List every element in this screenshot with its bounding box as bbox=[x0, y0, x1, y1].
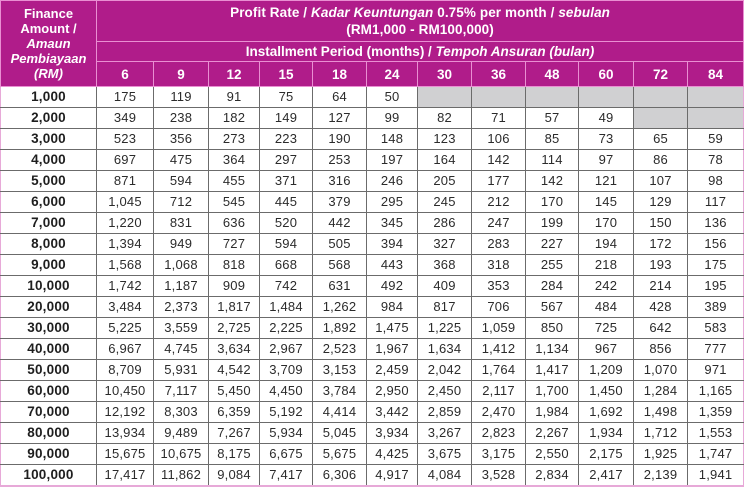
installment-value-cell: 353 bbox=[472, 276, 526, 297]
period-header-6: 6 bbox=[97, 62, 154, 87]
installment-value-cell: 428 bbox=[634, 297, 688, 318]
installment-value-cell: 4,450 bbox=[260, 381, 313, 402]
installment-value-cell: 10,675 bbox=[154, 444, 209, 465]
title-ms: Kadar Keuntungan bbox=[311, 5, 434, 20]
installment-value-cell: 594 bbox=[154, 171, 209, 192]
finance-amount-cell: 7,000 bbox=[1, 213, 97, 234]
finance-amount-cell: 10,000 bbox=[1, 276, 97, 297]
installment-value-cell: 8,303 bbox=[154, 402, 209, 423]
installment-value-cell: 1,165 bbox=[688, 381, 744, 402]
installment-value-cell: 850 bbox=[526, 318, 579, 339]
installment-value-cell: 349 bbox=[97, 108, 154, 129]
installment-value-cell: 2,550 bbox=[526, 444, 579, 465]
installment-value-cell: 295 bbox=[367, 192, 418, 213]
installment-value-cell: 182 bbox=[209, 108, 260, 129]
installment-value-cell: 3,675 bbox=[418, 444, 472, 465]
installment-value-cell: 8,709 bbox=[97, 360, 154, 381]
installment-value-cell: 706 bbox=[472, 297, 526, 318]
installment-value-cell: 831 bbox=[154, 213, 209, 234]
installment-value-cell: 255 bbox=[526, 255, 579, 276]
installment-value-cell: 65 bbox=[634, 129, 688, 150]
installment-value-cell: 2,225 bbox=[260, 318, 313, 339]
installment-value-cell: 318 bbox=[472, 255, 526, 276]
installment-value-cell: 238 bbox=[154, 108, 209, 129]
installment-value-cell: 3,709 bbox=[260, 360, 313, 381]
period-header-36: 36 bbox=[472, 62, 526, 87]
installment-value-cell: 1,700 bbox=[526, 381, 579, 402]
finance-amount-cell: 9,000 bbox=[1, 255, 97, 276]
installment-value-cell: 4,084 bbox=[418, 465, 472, 487]
installment-value-cell: 164 bbox=[418, 150, 472, 171]
finance-amount-cell: 2,000 bbox=[1, 108, 97, 129]
installment-value-cell: 2,417 bbox=[579, 465, 634, 487]
installment-value-cell: 123 bbox=[418, 129, 472, 150]
installment-value-cell: 1,220 bbox=[97, 213, 154, 234]
period-header-84: 84 bbox=[688, 62, 744, 87]
installment-value-cell: 442 bbox=[313, 213, 367, 234]
installment-value-cell: 697 bbox=[97, 150, 154, 171]
installment-value-cell: 59 bbox=[688, 129, 744, 150]
finance-amount-cell: 100,000 bbox=[1, 465, 97, 487]
installment-value-cell: 1,941 bbox=[688, 465, 744, 487]
installment-value-cell: 1,498 bbox=[634, 402, 688, 423]
installment-value-cell: 142 bbox=[472, 150, 526, 171]
installment-value-cell: 2,175 bbox=[579, 444, 634, 465]
installment-value-cell: 712 bbox=[154, 192, 209, 213]
period-header-18: 18 bbox=[313, 62, 367, 87]
installment-value-cell: 227 bbox=[526, 234, 579, 255]
table-row bbox=[1, 255, 744, 276]
installment-value-cell: 212 bbox=[472, 192, 526, 213]
finance-amount-cell: 8,000 bbox=[1, 234, 97, 255]
finance-amount-cell: 3,000 bbox=[1, 129, 97, 150]
installment-value-cell: 2,725 bbox=[209, 318, 260, 339]
installment-value-cell: 284 bbox=[526, 276, 579, 297]
installment-value-cell: 11,862 bbox=[154, 465, 209, 487]
installment-value-cell: 9,489 bbox=[154, 423, 209, 444]
installment-value-cell: 2,967 bbox=[260, 339, 313, 360]
installment-value-cell: 316 bbox=[313, 171, 367, 192]
installment-value-cell: 3,784 bbox=[313, 381, 367, 402]
installment-value-cell: 247 bbox=[472, 213, 526, 234]
installment-value-cell: 286 bbox=[418, 213, 472, 234]
installment-value-cell: 3,634 bbox=[209, 339, 260, 360]
installment-value-cell: 75 bbox=[260, 87, 313, 108]
installment-value-cell: 7,117 bbox=[154, 381, 209, 402]
installment-value-cell: 170 bbox=[526, 192, 579, 213]
installment-value-cell: 253 bbox=[313, 150, 367, 171]
installment-value-cell: 86 bbox=[634, 150, 688, 171]
installment-value-cell: 4,425 bbox=[367, 444, 418, 465]
installment-value-cell: 818 bbox=[209, 255, 260, 276]
installment-value-cell: 7,267 bbox=[209, 423, 260, 444]
installment-value-cell: 1,925 bbox=[634, 444, 688, 465]
installment-value-cell: 3,934 bbox=[367, 423, 418, 444]
installment-value-cell: 1,059 bbox=[472, 318, 526, 339]
installment-value-cell: 1,692 bbox=[579, 402, 634, 423]
installment-value-cell: 106 bbox=[472, 129, 526, 150]
installment-value-cell: 8,175 bbox=[209, 444, 260, 465]
installment-value-cell: 91 bbox=[209, 87, 260, 108]
installment-value-cell: 443 bbox=[367, 255, 418, 276]
installment-value-cell: 273 bbox=[209, 129, 260, 150]
installment-value-cell: 2,139 bbox=[634, 465, 688, 487]
table-row bbox=[1, 171, 744, 192]
installment-value-cell: 193 bbox=[634, 255, 688, 276]
installment-value-cell: 949 bbox=[154, 234, 209, 255]
installment-value-cell: 1,450 bbox=[579, 381, 634, 402]
installment-value-cell: 3,559 bbox=[154, 318, 209, 339]
installment-value-cell: 64 bbox=[313, 87, 367, 108]
installment-value-cell: 1,484 bbox=[260, 297, 313, 318]
installment-value-cell: 475 bbox=[154, 150, 209, 171]
installment-value-cell: 195 bbox=[688, 276, 744, 297]
period-header-60: 60 bbox=[579, 62, 634, 87]
installment-value-cell: 245 bbox=[418, 192, 472, 213]
installment-value-cell: 567 bbox=[526, 297, 579, 318]
not-available-cell bbox=[418, 87, 472, 108]
installment-value-cell: 49 bbox=[579, 108, 634, 129]
installment-value-cell: 1,764 bbox=[472, 360, 526, 381]
installment-value-cell: 345 bbox=[367, 213, 418, 234]
installment-value-cell: 3,267 bbox=[418, 423, 472, 444]
installment-value-cell: 57 bbox=[526, 108, 579, 129]
installment-value-cell: 114 bbox=[526, 150, 579, 171]
installment-value-cell: 5,192 bbox=[260, 402, 313, 423]
installment-value-cell: 172 bbox=[634, 234, 688, 255]
table-row bbox=[1, 108, 744, 129]
installment-value-cell: 1,070 bbox=[634, 360, 688, 381]
installment-value-cell: 484 bbox=[579, 297, 634, 318]
installment-value-cell: 2,834 bbox=[526, 465, 579, 487]
installment-value-cell: 5,934 bbox=[260, 423, 313, 444]
installment-value-cell: 725 bbox=[579, 318, 634, 339]
installment-value-cell: 871 bbox=[97, 171, 154, 192]
installment-value-cell: 1,134 bbox=[526, 339, 579, 360]
installment-value-cell: 777 bbox=[688, 339, 744, 360]
installment-period-header bbox=[97, 42, 744, 62]
finance-amount-cell: 50,000 bbox=[1, 360, 97, 381]
not-available-cell bbox=[526, 87, 579, 108]
finance-amount-cell: 60,000 bbox=[1, 381, 97, 402]
installment-value-cell: 668 bbox=[260, 255, 313, 276]
installment-value-cell: 2,042 bbox=[418, 360, 472, 381]
installment-value-cell: 5,225 bbox=[97, 318, 154, 339]
installment-value-cell: 4,542 bbox=[209, 360, 260, 381]
installment-value-cell: 175 bbox=[688, 255, 744, 276]
corner-line-2: Amount / bbox=[20, 21, 77, 36]
installment-value-cell: 98 bbox=[688, 171, 744, 192]
finance-amount-cell: 4,000 bbox=[1, 150, 97, 171]
installment-value-cell: 148 bbox=[367, 129, 418, 150]
installment-value-cell: 1,045 bbox=[97, 192, 154, 213]
installment-value-cell: 545 bbox=[209, 192, 260, 213]
installment-value-cell: 4,917 bbox=[367, 465, 418, 487]
table-row bbox=[1, 276, 744, 297]
installment-value-cell: 1,262 bbox=[313, 297, 367, 318]
period-header-48: 48 bbox=[526, 62, 579, 87]
corner-line-4: Pembiayaan bbox=[10, 51, 87, 66]
installment-value-cell: 190 bbox=[313, 129, 367, 150]
installment-value-cell: 364 bbox=[209, 150, 260, 171]
installment-value-cell: 1,568 bbox=[97, 255, 154, 276]
installment-value-cell: 523 bbox=[97, 129, 154, 150]
period-header-15: 15 bbox=[260, 62, 313, 87]
period-header-30: 30 bbox=[418, 62, 472, 87]
installment-value-cell: 1,892 bbox=[313, 318, 367, 339]
installment-value-cell: 71 bbox=[472, 108, 526, 129]
installment-value-cell: 7,417 bbox=[260, 465, 313, 487]
installment-value-cell: 1,634 bbox=[418, 339, 472, 360]
installment-value-cell: 3,153 bbox=[313, 360, 367, 381]
installment-value-cell: 199 bbox=[526, 213, 579, 234]
installment-value-cell: 6,306 bbox=[313, 465, 367, 487]
installment-value-cell: 223 bbox=[260, 129, 313, 150]
installment-value-cell: 2,267 bbox=[526, 423, 579, 444]
installment-value-cell: 856 bbox=[634, 339, 688, 360]
installment-value-cell: 2,450 bbox=[418, 381, 472, 402]
installment-value-cell: 505 bbox=[313, 234, 367, 255]
installment-value-cell: 242 bbox=[579, 276, 634, 297]
installment-value-cell: 142 bbox=[526, 171, 579, 192]
installment-value-cell: 246 bbox=[367, 171, 418, 192]
installment-value-cell: 1,359 bbox=[688, 402, 744, 423]
installment-value-cell: 379 bbox=[313, 192, 367, 213]
installment-value-cell: 356 bbox=[154, 129, 209, 150]
installment-value-cell: 909 bbox=[209, 276, 260, 297]
installment-value-cell: 368 bbox=[418, 255, 472, 276]
table-row bbox=[1, 402, 744, 423]
installment-value-cell: 15,675 bbox=[97, 444, 154, 465]
installment-value-cell: 97 bbox=[579, 150, 634, 171]
installment-value-cell: 1,747 bbox=[688, 444, 744, 465]
installment-value-cell: 73 bbox=[579, 129, 634, 150]
installment-value-cell: 742 bbox=[260, 276, 313, 297]
installment-value-cell: 1,967 bbox=[367, 339, 418, 360]
installment-value-cell: 205 bbox=[418, 171, 472, 192]
installment-value-cell: 297 bbox=[260, 150, 313, 171]
installment-value-cell: 127 bbox=[313, 108, 367, 129]
installment-value-cell: 1,742 bbox=[97, 276, 154, 297]
table-row bbox=[1, 444, 744, 465]
profit-rate-title bbox=[97, 1, 744, 42]
installment-value-cell: 177 bbox=[472, 171, 526, 192]
installment-value-cell: 4,414 bbox=[313, 402, 367, 423]
table-row bbox=[1, 381, 744, 402]
not-available-cell bbox=[634, 87, 688, 108]
not-available-cell bbox=[472, 87, 526, 108]
table-row bbox=[1, 87, 744, 108]
installment-value-cell: 1,934 bbox=[579, 423, 634, 444]
installment-value-cell: 5,931 bbox=[154, 360, 209, 381]
period-header-row bbox=[1, 62, 744, 87]
installment-value-cell: 2,470 bbox=[472, 402, 526, 423]
installment-value-cell: 2,859 bbox=[418, 402, 472, 423]
table-row bbox=[1, 192, 744, 213]
installment-value-cell: 170 bbox=[579, 213, 634, 234]
finance-amount-cell: 90,000 bbox=[1, 444, 97, 465]
installment-value-cell: 455 bbox=[209, 171, 260, 192]
table-row bbox=[1, 150, 744, 171]
installment-value-cell: 971 bbox=[688, 360, 744, 381]
corner-line-1: Finance bbox=[23, 6, 74, 21]
installment-value-cell: 78 bbox=[688, 150, 744, 171]
installment-value-cell: 121 bbox=[579, 171, 634, 192]
finance-amount-cell: 6,000 bbox=[1, 192, 97, 213]
installment-value-cell: 6,675 bbox=[260, 444, 313, 465]
not-available-cell bbox=[579, 87, 634, 108]
table-row bbox=[1, 465, 744, 487]
finance-amount-cell: 5,000 bbox=[1, 171, 97, 192]
installment-value-cell: 3,528 bbox=[472, 465, 526, 487]
installment-value-cell: 2,950 bbox=[367, 381, 418, 402]
finance-amount-cell: 80,000 bbox=[1, 423, 97, 444]
installment-value-cell: 1,225 bbox=[418, 318, 472, 339]
installment-value-cell: 445 bbox=[260, 192, 313, 213]
not-available-cell bbox=[688, 87, 744, 108]
installment-value-cell: 1,209 bbox=[579, 360, 634, 381]
installment-value-cell: 6,359 bbox=[209, 402, 260, 423]
installment-value-cell: 817 bbox=[418, 297, 472, 318]
period-ms: Tempoh Ansuran (bulan) bbox=[435, 44, 595, 59]
installment-value-cell: 967 bbox=[579, 339, 634, 360]
installment-value-cell: 1,068 bbox=[154, 255, 209, 276]
installment-value-cell: 5,045 bbox=[313, 423, 367, 444]
installment-value-cell: 371 bbox=[260, 171, 313, 192]
corner-line-3: Amaun bbox=[26, 36, 71, 51]
installment-value-cell: 2,523 bbox=[313, 339, 367, 360]
installment-value-cell: 1,412 bbox=[472, 339, 526, 360]
period-en: Installment Period (months) / bbox=[245, 44, 436, 59]
table-row bbox=[1, 360, 744, 381]
installment-value-cell: 10,450 bbox=[97, 381, 154, 402]
installment-value-cell: 107 bbox=[634, 171, 688, 192]
installment-value-cell: 389 bbox=[688, 297, 744, 318]
installment-value-cell: 99 bbox=[367, 108, 418, 129]
installment-value-cell: 2,459 bbox=[367, 360, 418, 381]
installment-value-cell: 1,475 bbox=[367, 318, 418, 339]
installment-value-cell: 1,394 bbox=[97, 234, 154, 255]
installment-value-cell: 642 bbox=[634, 318, 688, 339]
installment-value-cell: 2,373 bbox=[154, 297, 209, 318]
installment-value-cell: 2,117 bbox=[472, 381, 526, 402]
installment-value-cell: 984 bbox=[367, 297, 418, 318]
table-row bbox=[1, 339, 744, 360]
installment-value-cell: 194 bbox=[579, 234, 634, 255]
installment-value-cell: 3,484 bbox=[97, 297, 154, 318]
table-row bbox=[1, 297, 744, 318]
installment-value-cell: 727 bbox=[209, 234, 260, 255]
installment-value-cell: 6,967 bbox=[97, 339, 154, 360]
installment-value-cell: 145 bbox=[579, 192, 634, 213]
table-body bbox=[1, 87, 744, 487]
installment-value-cell: 85 bbox=[526, 129, 579, 150]
finance-amount-cell: 20,000 bbox=[1, 297, 97, 318]
installment-value-cell: 283 bbox=[472, 234, 526, 255]
installment-value-cell: 409 bbox=[418, 276, 472, 297]
installment-value-cell: 1,553 bbox=[688, 423, 744, 444]
title-range: (RM1,000 - RM100,000) bbox=[346, 22, 494, 37]
installment-value-cell: 149 bbox=[260, 108, 313, 129]
installment-value-cell: 3,175 bbox=[472, 444, 526, 465]
installment-value-cell: 520 bbox=[260, 213, 313, 234]
installment-value-cell: 136 bbox=[688, 213, 744, 234]
installment-value-cell: 119 bbox=[154, 87, 209, 108]
title-en: Profit Rate / bbox=[230, 5, 312, 20]
not-available-cell bbox=[634, 108, 688, 129]
installment-value-cell: 1,712 bbox=[634, 423, 688, 444]
finance-amount-cell: 1,000 bbox=[1, 87, 97, 108]
table-row bbox=[1, 423, 744, 444]
installment-value-cell: 150 bbox=[634, 213, 688, 234]
installment-value-cell: 1,417 bbox=[526, 360, 579, 381]
installment-value-cell: 13,934 bbox=[97, 423, 154, 444]
finance-amount-header bbox=[1, 1, 97, 87]
installment-value-cell: 5,450 bbox=[209, 381, 260, 402]
finance-amount-cell: 30,000 bbox=[1, 318, 97, 339]
installment-value-cell: 50 bbox=[367, 87, 418, 108]
installment-value-cell: 1,284 bbox=[634, 381, 688, 402]
installment-value-cell: 1,187 bbox=[154, 276, 209, 297]
installment-value-cell: 9,084 bbox=[209, 465, 260, 487]
period-header-24: 24 bbox=[367, 62, 418, 87]
title-rate: 0.75% per month / bbox=[433, 5, 559, 20]
installment-value-cell: 12,192 bbox=[97, 402, 154, 423]
installment-value-cell: 175 bbox=[97, 87, 154, 108]
installment-value-cell: 129 bbox=[634, 192, 688, 213]
installment-value-cell: 197 bbox=[367, 150, 418, 171]
finance-amount-cell: 70,000 bbox=[1, 402, 97, 423]
installment-value-cell: 218 bbox=[579, 255, 634, 276]
corner-line-5: (RM) bbox=[34, 66, 63, 81]
installment-value-cell: 594 bbox=[260, 234, 313, 255]
installment-value-cell: 17,417 bbox=[97, 465, 154, 487]
period-header-72: 72 bbox=[634, 62, 688, 87]
not-available-cell bbox=[688, 108, 744, 129]
installment-value-cell: 583 bbox=[688, 318, 744, 339]
installment-value-cell: 2,823 bbox=[472, 423, 526, 444]
installment-value-cell: 1,984 bbox=[526, 402, 579, 423]
installment-value-cell: 631 bbox=[313, 276, 367, 297]
table-row bbox=[1, 318, 744, 339]
installment-value-cell: 5,675 bbox=[313, 444, 367, 465]
installment-value-cell: 394 bbox=[367, 234, 418, 255]
installment-value-cell: 3,442 bbox=[367, 402, 418, 423]
period-header-12: 12 bbox=[209, 62, 260, 87]
installment-value-cell: 4,745 bbox=[154, 339, 209, 360]
table-row bbox=[1, 234, 744, 255]
installment-value-cell: 492 bbox=[367, 276, 418, 297]
title-ms2: sebulan bbox=[558, 5, 611, 20]
installment-value-cell: 1,817 bbox=[209, 297, 260, 318]
installment-value-cell: 82 bbox=[418, 108, 472, 129]
installment-value-cell: 156 bbox=[688, 234, 744, 255]
table-row bbox=[1, 129, 744, 150]
installment-value-cell: 568 bbox=[313, 255, 367, 276]
table-row bbox=[1, 213, 744, 234]
installment-value-cell: 117 bbox=[688, 192, 744, 213]
finance-amount-cell: 40,000 bbox=[1, 339, 97, 360]
period-header-9: 9 bbox=[154, 62, 209, 87]
installment-value-cell: 636 bbox=[209, 213, 260, 234]
installment-value-cell: 327 bbox=[418, 234, 472, 255]
installment-value-cell: 214 bbox=[634, 276, 688, 297]
